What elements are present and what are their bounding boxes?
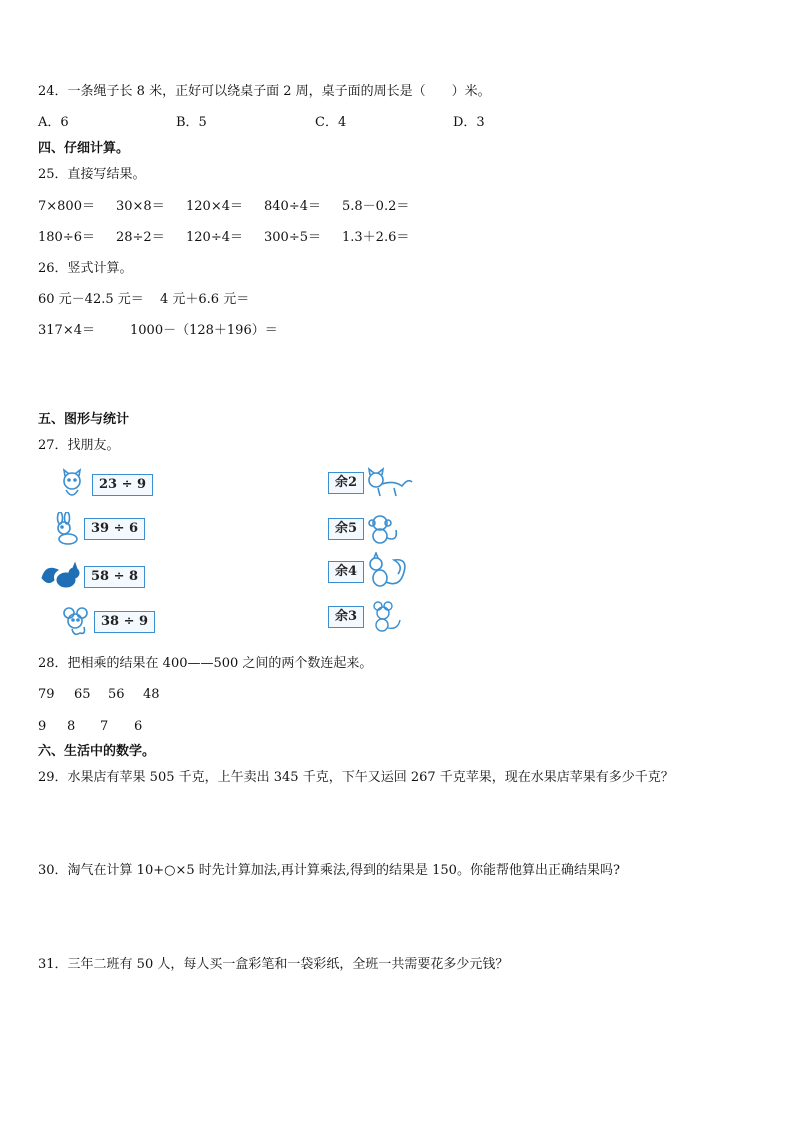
right-card-squirrel[interactable] <box>328 552 414 592</box>
left-card-squirrel[interactable] <box>40 560 145 594</box>
left-card-cat[interactable] <box>58 468 153 502</box>
q25-row1-item: 7×800＝ <box>38 199 95 214</box>
q28-row2-number[interactable]: 9 <box>38 719 47 734</box>
q24-option-b: B．5 <box>176 115 207 130</box>
q24-option-c: C．4 <box>315 115 347 130</box>
squirrel-icon <box>40 560 84 594</box>
mouse-icon <box>364 600 404 634</box>
q26-row2-item: 317×4＝ <box>38 323 95 338</box>
q25-row2-item: 180÷6＝ <box>38 230 95 245</box>
q26-stem: 26．竖式计算。 <box>38 261 133 276</box>
section-four-title: 四、仔细计算。 <box>38 141 130 156</box>
q30-stem: 30．淘气在计算 10+○×5 时先计算加法,再计算乘法,得到的结果是 150。你能帮他算出正确结果吗? <box>38 863 620 878</box>
cat-icon <box>58 468 92 502</box>
left-card-label: 38 ÷ 9 <box>94 611 155 633</box>
mouse-icon <box>60 605 94 639</box>
q26-row1-item: 60 元－42.5 元＝ <box>38 292 144 307</box>
q28-row1-number[interactable]: 48 <box>143 687 160 702</box>
q25-row1-item: 5.8－0.2＝ <box>342 199 410 214</box>
q28-row1-number[interactable]: 65 <box>74 687 91 702</box>
q27-stem: 27．找朋友。 <box>38 438 120 453</box>
q28-stem: 28．把相乘的结果在 400——500 之间的两个数连起来。 <box>38 656 373 671</box>
monkey-icon <box>364 512 404 546</box>
q28-row2-number[interactable]: 6 <box>134 719 143 734</box>
q25-row1-item: 120×4＝ <box>186 199 243 214</box>
right-card-cat[interactable] <box>328 466 414 500</box>
right-card-label: 余4 <box>328 561 364 583</box>
q26-row1-item: 4 元＋6.6 元＝ <box>160 292 250 307</box>
section-six-title: 六、生活中的数学。 <box>38 744 156 759</box>
right-card-label: 余2 <box>328 472 364 494</box>
q26-row2-item: 1000－（128＋196）＝ <box>130 323 278 338</box>
q24-option-a: A．6 <box>38 115 69 130</box>
q28-row1-number[interactable]: 79 <box>38 687 55 702</box>
q28-row2-number[interactable]: 7 <box>100 719 109 734</box>
right-card-label: 余3 <box>328 606 364 628</box>
q29-stem: 29．水果店有苹果 505 千克，上午卖出 345 千克，下午又运回 267 千克苹果，现在水果店苹果有多少千克？ <box>38 770 674 785</box>
left-card-mouse[interactable] <box>60 605 155 639</box>
squirrel-icon <box>364 552 414 592</box>
q24-stem: 24．一条绳子长 8 米，正好可以绕桌子面 2 周，桌子面的周长是（ ）米。 <box>38 84 491 99</box>
q28-row2-number[interactable]: 8 <box>67 719 76 734</box>
rabbit-icon <box>50 512 84 546</box>
left-card-label: 58 ÷ 8 <box>84 566 145 588</box>
q25-stem: 25．直接写结果。 <box>38 167 146 182</box>
q24-option-d: D．3 <box>453 115 485 130</box>
right-card-monkey[interactable] <box>328 512 404 546</box>
left-card-label: 23 ÷ 9 <box>92 474 153 496</box>
q31-stem: 31．三年二班有 50 人，每人买一盒彩笔和一袋彩纸，全班一共需要花多少元钱？ <box>38 957 509 972</box>
q25-row2-item: 28÷2＝ <box>116 230 165 245</box>
q25-row2-item: 1.3＋2.6＝ <box>342 230 410 245</box>
right-card-label: 余5 <box>328 518 364 540</box>
q25-row1-item: 30×8＝ <box>116 199 165 214</box>
q25-row2-item: 120÷4＝ <box>186 230 243 245</box>
q25-row1-item: 840÷4＝ <box>264 199 321 214</box>
q25-row2-item: 300÷5＝ <box>264 230 321 245</box>
left-card-rabbit[interactable] <box>50 512 145 546</box>
right-card-mouse[interactable] <box>328 600 404 634</box>
cat-icon <box>364 466 414 500</box>
q28-row1-number[interactable]: 56 <box>108 687 125 702</box>
left-card-label: 39 ÷ 6 <box>84 518 145 540</box>
section-five-title: 五、图形与统计 <box>38 412 130 427</box>
